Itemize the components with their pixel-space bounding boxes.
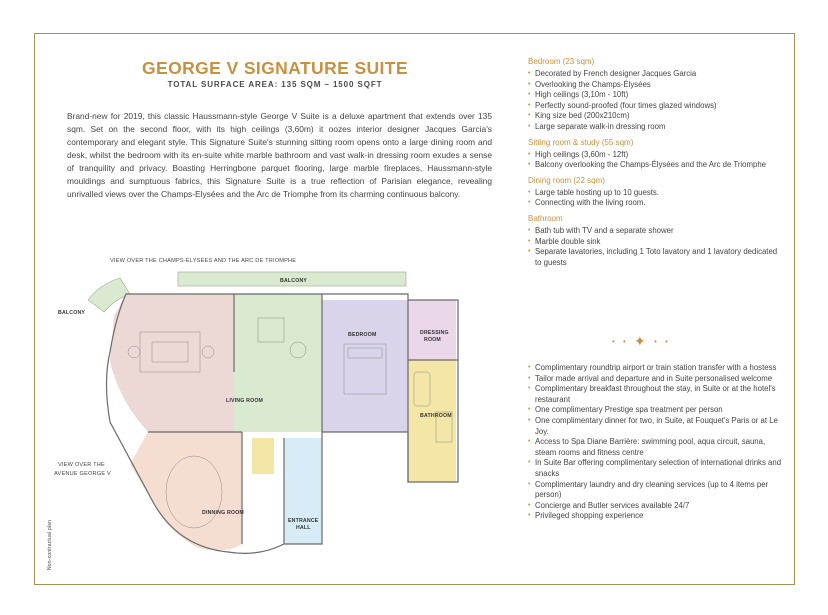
list-item: • Connecting with the living room. xyxy=(528,198,783,209)
list-item: • Large separate walk-in dressing room xyxy=(528,122,783,133)
list-item: • Balcony overlooking the Champs-Élysées and the Arc de Triomphe xyxy=(528,160,783,171)
list-item: • Large table hosting up to 10 guests. xyxy=(528,188,783,199)
list-item: • King size bed (200x210cm) xyxy=(528,111,783,122)
section-dining-room xyxy=(528,176,783,209)
salon-area xyxy=(110,294,234,432)
list-item: • Access to Spa Diane Barrière: swimming pool, aqua circuit, sauna, steam rooms and fitness centre xyxy=(528,437,783,458)
bathroom-area xyxy=(408,360,456,482)
list-item: • Complimentary roundtrip airport or train station transfer with a hostess xyxy=(528,363,783,374)
living-room-area xyxy=(234,294,322,432)
intro-paragraph: Brand-new for 2019, this classic Haussmann-style George V Suite is a deluxe apartment that extends over 135 sqm. Set on the second floor, with its high ceilings (3,60m) it oozes interior designer Jacques Garcia's contemporary and elegant style. This Signature Suite's stunning sitting room opens onto a large dining room and desk, whilst the bedroom with its en-suite white marble bathroom and vast walk-in dressing room exudes a sense of tranquility and privacy. Boasting Herringbone parquet flooring, large marble fireplaces, Haussmann-style mouldings and sumptuous fabrics, this Signature Suite is a true reflection of Parisian elegance, revealing unrivalled views over the Champs-Elysées and the Arc de Triomphe from its charming continuous balcony. xyxy=(67,111,492,199)
list-item: • Decorated by French designer Jacques Garcia xyxy=(528,69,783,80)
bedroom-area xyxy=(322,300,408,432)
surface-area-subtitle: TOTAL SURFACE AREA: 135 SQM – 1500 SQFT xyxy=(167,80,383,89)
entrance-hall-label-1: ENTRANCE xyxy=(288,518,319,524)
section-bathroom xyxy=(528,214,783,268)
view-label-top: VIEW OVER THE CHAMPS-ÉLYSÉES AND THE ARC DE TRIOMPHE xyxy=(110,258,297,264)
list-item: • Marble double sink xyxy=(528,237,783,248)
room-features xyxy=(528,57,783,273)
section-bedroom xyxy=(528,57,783,133)
list-item: • One complimentary Prestige spa treatment per person xyxy=(528,405,783,416)
list-item: • High ceilings (3,60m - 12ft) xyxy=(528,150,783,161)
page-title: GEORGE V SIGNATURE SUITE xyxy=(142,58,408,78)
balcony-left-label: BALCONY xyxy=(58,310,86,316)
section-heading: Sitting room & study (55 sqm) xyxy=(528,137,634,147)
list-item: • In Suite Bar offering complimentary selection of international drinks and snacks xyxy=(528,458,783,479)
list-item: • Tailor made arrival and departure and in Suite personalised welcome xyxy=(528,374,783,385)
list-item: • Separate lavatories, including 1 Toto lavatory and 1 lavatory dedicated to guests xyxy=(528,247,783,268)
list-item: • Complimentary laundry and dry cleaning services (up to 4 items per person) xyxy=(528,480,783,501)
list-item: • Privileged shopping experience xyxy=(528,511,783,522)
bathroom-label: BATHROOM xyxy=(420,413,452,419)
floor-plan xyxy=(48,252,488,577)
section-heading: Bedroom (23 sqm) xyxy=(528,57,595,66)
dining-room-label: DINNING ROOM xyxy=(202,510,244,516)
dressing-room-label-2: ROOM xyxy=(424,337,441,343)
list-item: • Perfectly sound-proofed (four times glazed windows) xyxy=(528,101,783,112)
entrance-hall-label-2: HALL xyxy=(296,525,311,531)
wc-area xyxy=(252,438,274,474)
list-item: • High ceilings (3,10m - 10ft) xyxy=(528,90,783,101)
non-contractual-note: Non-contractual plan xyxy=(47,519,53,570)
balcony-top-label: BALCONY xyxy=(280,278,308,284)
list-item: • One complimentary dinner for two, in Suite, at Fouquet's Paris or at Le Joy. xyxy=(528,416,783,437)
living-room-label: LIVING ROOM xyxy=(226,398,264,404)
section-heading: Dining room (22 sqm) xyxy=(528,175,605,185)
view-label-left-2: AVENUE GEORGE V xyxy=(54,471,111,477)
ornament-divider: • • ✦ • • xyxy=(612,333,671,349)
list-item: • Complimentary breakfast throughout the stay, in Suite or at the hotel's restaurant xyxy=(528,384,783,405)
view-label-left-1: VIEW OVER THE xyxy=(58,462,105,468)
list-item: • Overlooking the Champs-Élysées xyxy=(528,80,783,91)
section-sitting-room xyxy=(528,138,783,171)
services-list xyxy=(528,363,783,527)
section-heading: Bathroom xyxy=(528,213,563,223)
bedroom-label: BEDROOM xyxy=(348,332,377,338)
list-item: • Concierge and Butler services available 24/7 xyxy=(528,501,783,512)
dressing-room-label-1: DRESSING xyxy=(420,330,449,336)
list-item: • Bath tub with TV and a separate shower xyxy=(528,226,783,237)
